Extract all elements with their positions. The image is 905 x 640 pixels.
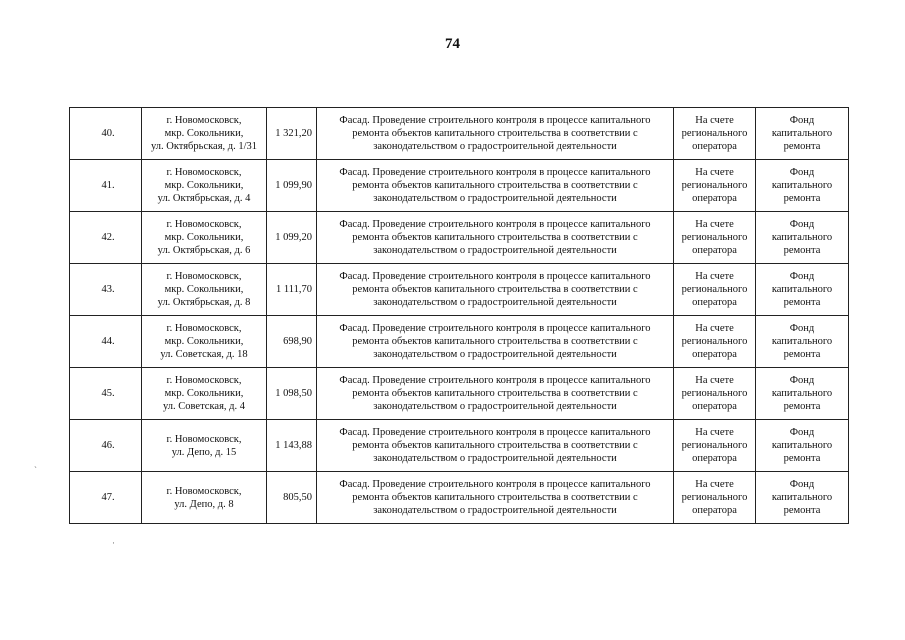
address-line: г. Новомосковск,: [166, 323, 242, 334]
address-line: г. Новомосковск,: [166, 433, 242, 445]
area-cell: 698,90: [267, 316, 317, 368]
table-row: [70, 212, 849, 264]
row-number: 47.: [70, 472, 142, 524]
account-cell: На счете регионального оператора: [674, 368, 756, 420]
table-row: [70, 472, 849, 524]
address-cell: [142, 160, 267, 212]
address-cell: [142, 316, 267, 368]
address-line: ул. Октябрьская, д. 4: [157, 193, 251, 204]
address-line: ул. Октябрьская, д. 1/31: [150, 141, 258, 152]
address-cell: [142, 472, 267, 524]
table-row: [70, 160, 849, 212]
row-number: 44.: [70, 316, 142, 368]
address-line: г. Новомосковск,: [166, 271, 242, 282]
work-description-cell: Фасад. Проведение строительного контроля в процессе капитального ремонта объектов капитального строительства в соответствии с законодательством о градостроительной деятельности: [317, 420, 674, 472]
account-cell: На счете регионального оператора: [674, 160, 756, 212]
row-number: 42.: [70, 212, 142, 264]
address-cell: [142, 264, 267, 316]
fund-cell: Фонд капитального ремонта: [756, 368, 849, 420]
address-line: г. Новомосковск,: [166, 219, 242, 230]
fund-cell: Фонд капитального ремонта: [756, 160, 849, 212]
address-line: ул. Октябрьская, д. 6: [157, 245, 251, 256]
address-line: мкр. Сокольники,: [164, 128, 244, 139]
repair-table: [69, 107, 849, 524]
fund-cell: Фонд капитального ремонта: [756, 472, 849, 524]
fund-cell: Фонд капитального ремонта: [756, 212, 849, 264]
table-row: [70, 108, 849, 160]
work-description-cell: Фасад. Проведение строительного контроля в процессе капитального ремонта объектов капитального строительства в соответствии с законодательством о градостроительной деятельности: [317, 472, 674, 524]
table-row: [70, 316, 849, 368]
address-line: мкр. Сокольники,: [164, 284, 244, 295]
address-line: мкр. Сокольники,: [164, 388, 244, 399]
table-row: [70, 264, 849, 316]
fund-cell: Фонд капитального ремонта: [756, 108, 849, 160]
row-number: 40.: [70, 108, 142, 160]
account-cell: На счете регионального оператора: [674, 472, 756, 524]
address-cell: [142, 108, 267, 160]
area-cell: 1 099,20: [267, 212, 317, 264]
address-line: г. Новомосковск,: [166, 115, 242, 126]
address-cell: [142, 212, 267, 264]
address-line: ул. Советская, д. 18: [160, 349, 248, 360]
area-cell: 1 098,50: [267, 368, 317, 420]
work-description-cell: Фасад. Проведение строительного контроля в процессе капитального ремонта объектов капитального строительства в соответствии с законодательством о градостроительной деятельности: [317, 160, 674, 212]
row-number: 41.: [70, 160, 142, 212]
work-description-cell: Фасад. Проведение строительного контроля в процессе капитального ремонта объектов капитального строительства в соответствии с законодательством о градостроительной деятельности: [317, 368, 674, 420]
address-cell: [142, 420, 267, 472]
area-cell: 805,50: [267, 472, 317, 524]
account-cell: На счете регионального оператора: [674, 212, 756, 264]
area-cell: 1 111,70: [267, 264, 317, 316]
fund-cell: Фонд капитального ремонта: [756, 316, 849, 368]
table-row: [70, 420, 849, 472]
work-description-cell: Фасад. Проведение строительного контроля в процессе капитального ремонта объектов капитального строительства в соответствии с законодательством о градостроительной деятельности: [317, 108, 674, 160]
page-number: 74: [445, 36, 460, 52]
address-line: г. Новомосковск,: [166, 167, 242, 178]
work-description-cell: Фасад. Проведение строительного контроля в процессе капитального ремонта объектов капитального строительства в соответствии с законодательством о градостроительной деятельности: [317, 264, 674, 316]
row-number: 46.: [70, 420, 142, 472]
address-line: г. Новомосковск,: [166, 375, 242, 386]
row-number: 45.: [70, 368, 142, 420]
address-line: мкр. Сокольники,: [164, 336, 244, 347]
area-cell: 1 143,88: [267, 420, 317, 472]
address-line: ул. Октябрьская, д. 8: [157, 297, 251, 308]
table-row: [70, 368, 849, 420]
account-cell: На счете регионального оператора: [674, 108, 756, 160]
address-cell: [142, 368, 267, 420]
account-cell: На счете регионального оператора: [674, 264, 756, 316]
work-description-cell: Фасад. Проведение строительного контроля в процессе капитального ремонта объектов капитального строительства в соответствии с законодательством о градостроительной деятельности: [317, 212, 674, 264]
fund-cell: Фонд капитального ремонта: [756, 420, 849, 472]
work-description-cell: Фасад. Проведение строительного контроля в процессе капитального ремонта объектов капитального строительства в соответствии с законодательством о градостроительной деятельности: [317, 316, 674, 368]
fund-cell: Фонд капитального ремонта: [756, 264, 849, 316]
address-line: г. Новомосковск,: [166, 485, 242, 497]
margin-mark: ˏ: [34, 458, 37, 468]
account-cell: На счете регионального оператора: [674, 420, 756, 472]
address-line: мкр. Сокольники,: [164, 180, 244, 191]
address-line: ул. Советская, д. 4: [163, 401, 245, 412]
table-body: [70, 108, 849, 524]
margin-mark: ·: [112, 538, 115, 548]
account-cell: На счете регионального оператора: [674, 316, 756, 368]
row-number: 43.: [70, 264, 142, 316]
address-line: ул. Депо, д. 15: [171, 446, 237, 458]
address-line: мкр. Сокольники,: [164, 232, 244, 243]
area-cell: 1 321,20: [267, 108, 317, 160]
area-cell: 1 099,90: [267, 160, 317, 212]
address-line: ул. Депо, д. 8: [174, 498, 234, 510]
